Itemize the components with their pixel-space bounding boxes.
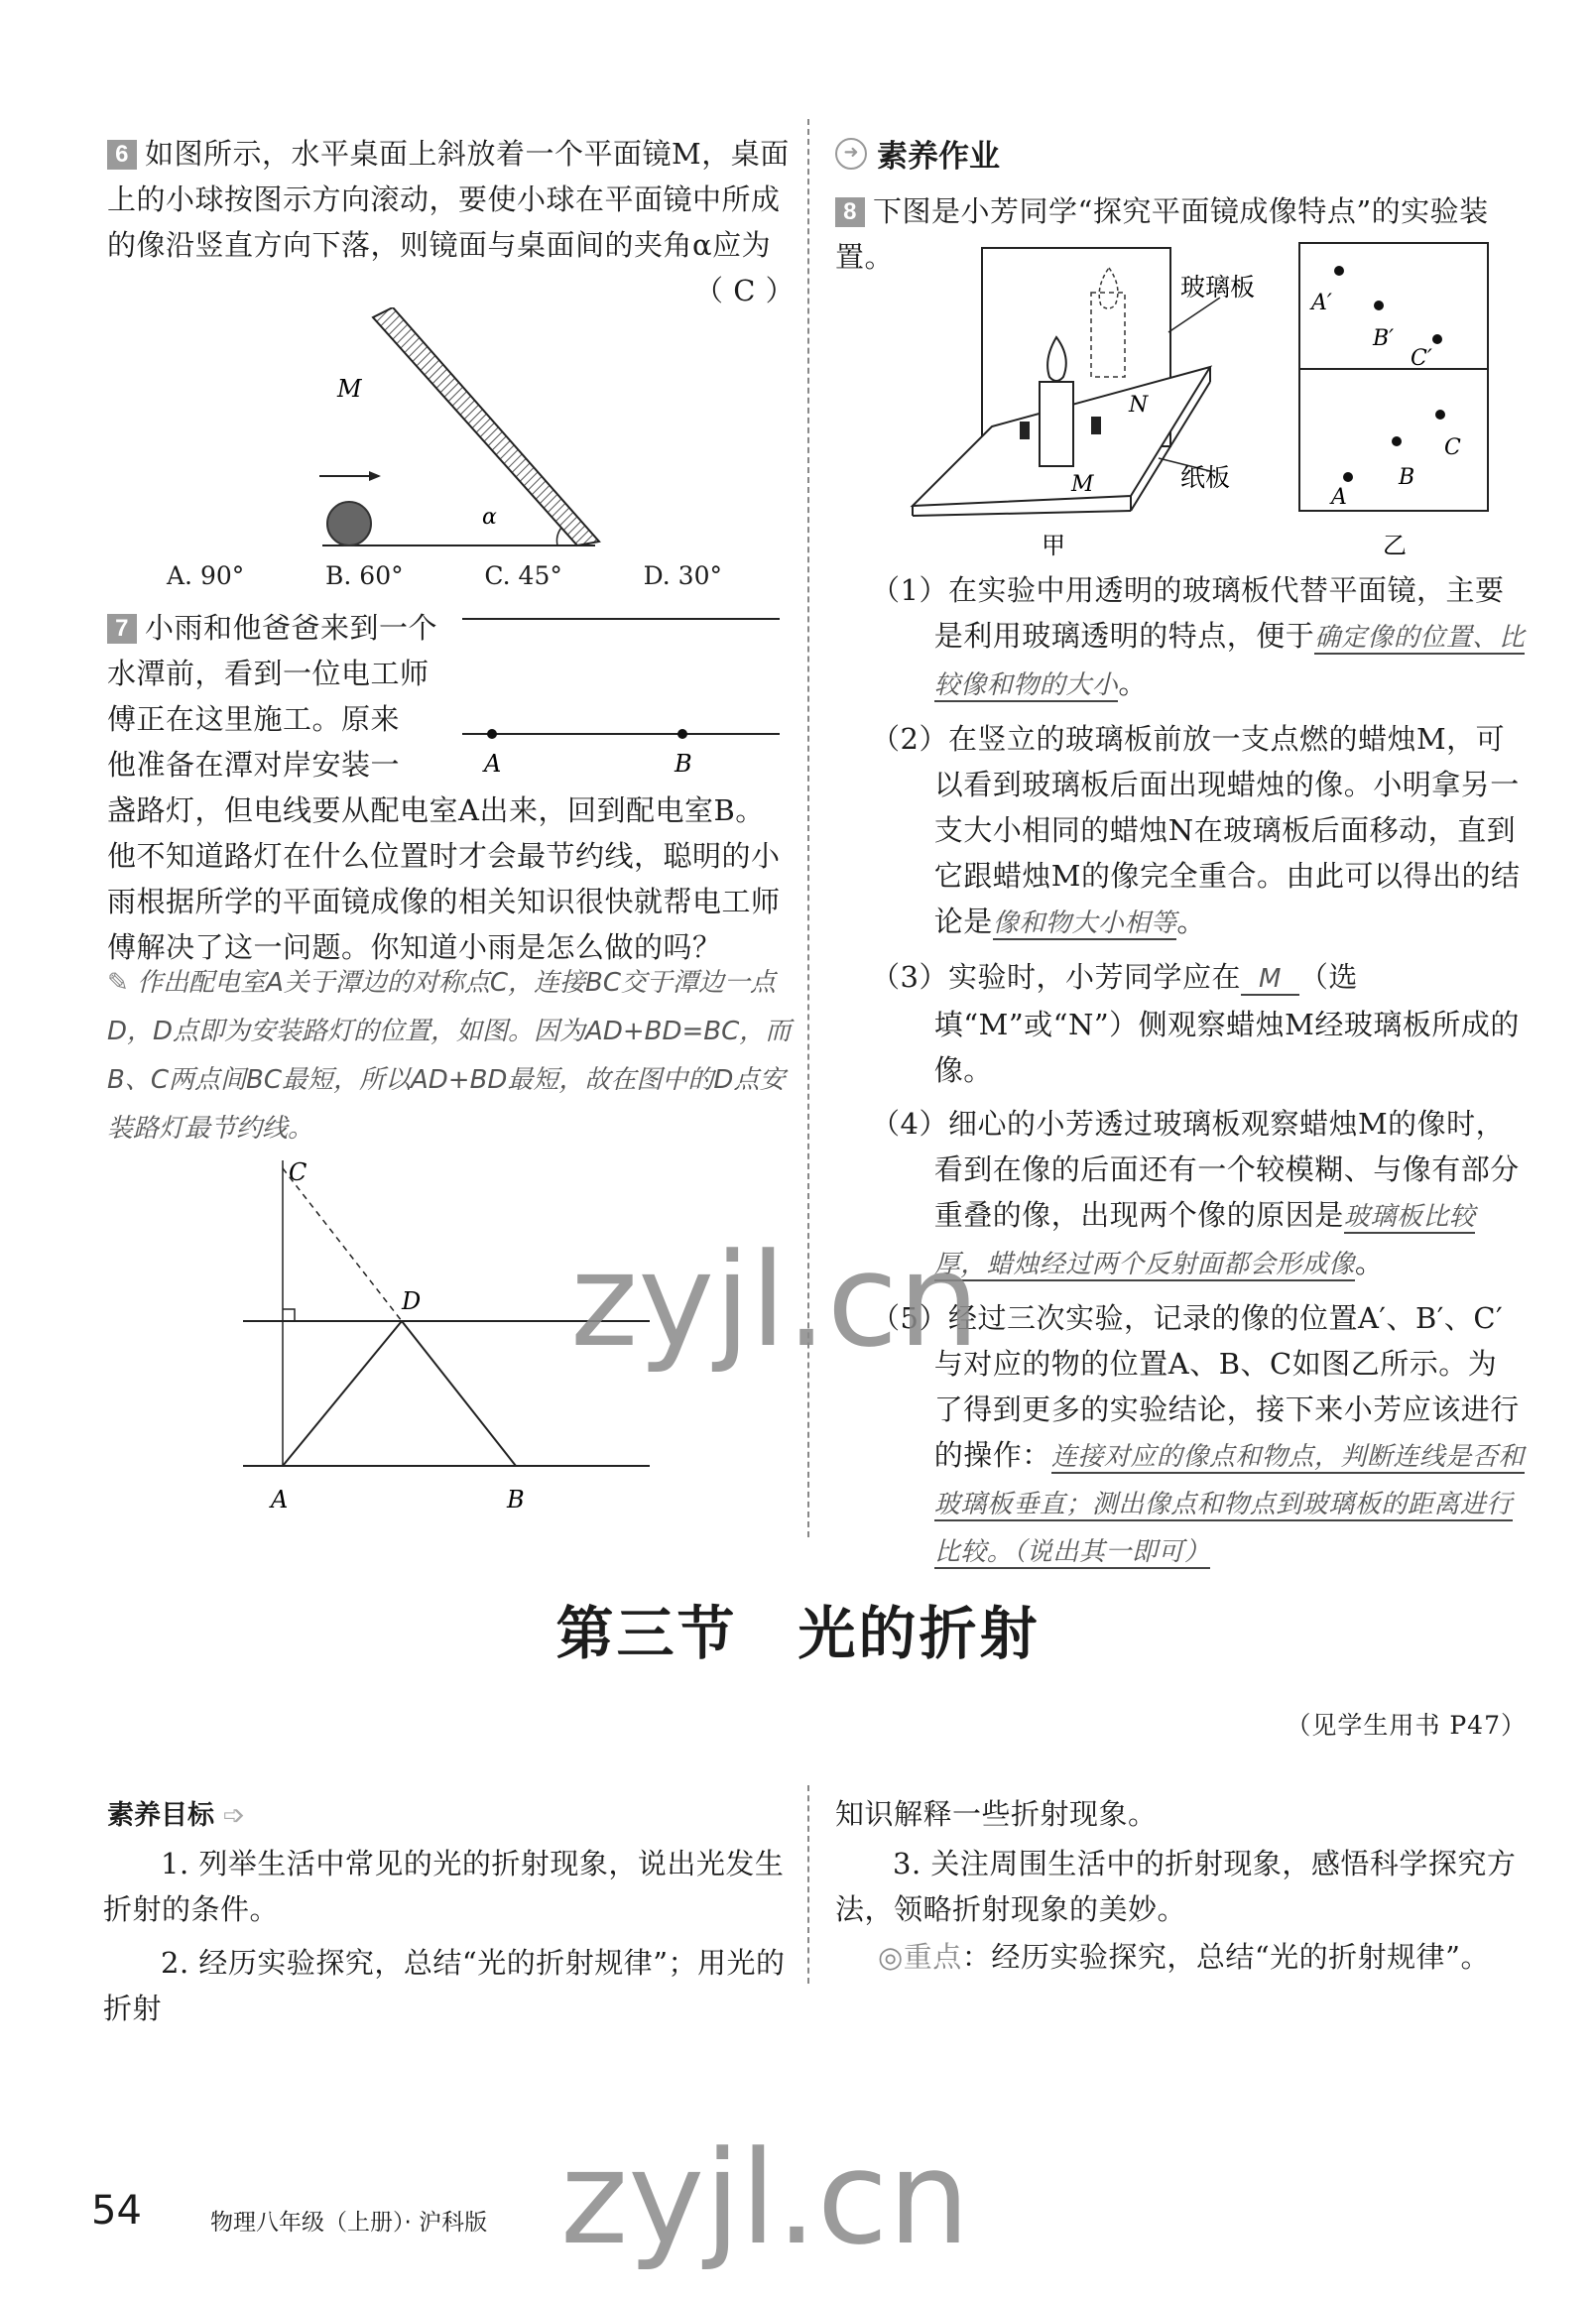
question-number-badge: 6	[107, 140, 137, 170]
svg-text:玻璃板: 玻璃板	[1180, 273, 1256, 302]
question-6-text: 如图所示，水平桌面上斜放着一个平面镜M，桌面上的小球按图示方向滚动，要使小球在平面镜中所成的像沿竖直方向下落，则镜面与桌面间的夹角α应为	[107, 137, 790, 262]
part-5: （5）经过三次实验，记录的像的位置A′、B′、C′与对应的物的位置A、B、C如图乙所示。为了得到更多的实验结论，接下来小芳应该进行的操作：连接对应的像点和物点，判断连线是否和玻璃板垂直；测出像点和物点到玻璃板的距离进行比较。（说出其一即可）	[871, 1301, 1525, 1567]
watermark-bottom: zyjl.cn	[560, 2122, 970, 2273]
point-a	[487, 729, 497, 739]
svg-text:C′: C′	[1411, 346, 1432, 371]
part-4: （4）细心的小芳透过玻璃板观察蜡烛M的像时，看到在像的后面还有一个较模糊、与像有部分重叠的像，出现两个像的原因是玻璃板比较厚，蜡烛经过两个反射面都会形成像。	[871, 1107, 1520, 1279]
ball	[327, 502, 371, 545]
option-a: A. 90°	[167, 561, 245, 590]
column-divider-bottom	[807, 1785, 809, 1984]
section-heading: ➜ 素养作业	[835, 131, 1000, 176]
experiment-figure	[893, 238, 1508, 565]
label-alpha: α	[482, 505, 497, 530]
svg-text:B: B	[1399, 465, 1415, 490]
goal-2-cont: 知识解释一些折射现象。	[835, 1797, 1158, 1831]
watermark: zyjl.cn	[570, 1225, 980, 1376]
svg-text:乙: 乙	[1383, 532, 1407, 559]
part-2: （2）在竖立的玻璃板前放一支点燃的蜡烛M，可以看到玻璃板后面出现蜡烛的像。小明拿另一支大小相同的蜡烛N在玻璃板后面移动，直到它跟蜡烛M的像完全重合。由此可以得出的结论是像和物大小相等。	[871, 722, 1521, 938]
goal-2: 2. 经历实验探究，总结“光的折射规律”；用光的折射	[103, 1946, 786, 2025]
label-m: M	[337, 375, 362, 403]
question-number-badge: 8	[835, 197, 865, 227]
question-7-answer: ✎ 作出配电室A关于潭边的对称点C，连接BC交于潭边一点D，D点即为安装路灯的位置，如图。因为AD+BD=BC，而B、C两点间BC最短，所以AD+BD最短，故在图中的D点安装路灯最节约线。	[107, 968, 792, 1144]
svg-text:M: M	[1071, 472, 1094, 497]
svg-text:A: A	[1331, 485, 1347, 510]
option-c: C. 45°	[484, 561, 562, 590]
question-number-badge: 7	[107, 614, 137, 644]
key-point: ◎重点：经历实验探究，总结“光的折射规律”。	[878, 1940, 1490, 1974]
chapter-title: 第三节 光的折射	[555, 1600, 1041, 1667]
svg-text:C: C	[1444, 435, 1461, 460]
arrow-icon: ➩	[214, 1800, 246, 1831]
svg-text:A: A	[271, 1486, 289, 1513]
svg-text:A: A	[484, 750, 502, 778]
svg-text:C: C	[289, 1158, 307, 1186]
svg-text:甲: 甲	[1042, 532, 1065, 559]
record-paper	[1299, 243, 1488, 511]
pool-diagram	[462, 605, 790, 784]
goal-1: 1. 列举生活中常见的光的折射现象，说出光发生折射的条件。	[103, 1847, 785, 1926]
question-6	[107, 131, 792, 268]
svg-text:B′: B′	[1373, 326, 1395, 351]
question-7-head: 7 小雨和他爸爸来到一个 水潭前，看到一位电工师 傅正在这里施工。原来 他准备在潭对岸安装一	[107, 611, 438, 782]
svg-text:纸板: 纸板	[1180, 463, 1231, 492]
q6-options	[167, 561, 722, 590]
option-d: D. 30°	[643, 561, 722, 590]
goal-3: 3. 关注周围生活中的折射现象，感悟科学探究方法，领略折射现象的美妙。	[835, 1847, 1517, 1926]
svg-text:B: B	[675, 750, 692, 778]
candle-m	[1040, 382, 1073, 466]
goals-heading: 素养目标 ➩	[107, 1800, 246, 1831]
question-7-text: 盏路灯，但电线要从配电室A出来，回到配电室B。他不知道路灯在什么位置时才会最节约线，聪明的小雨根据所学的平面镜成像的相关知识很快就帮电工师傅解决了这一问题。你知道小雨是怎么做的吗？	[107, 793, 781, 964]
page-number: 54	[91, 2188, 142, 2234]
svg-text:N: N	[1129, 393, 1149, 418]
question-8-intro: 8 下图是小芳同学“探究平面镜成像特点”的实验装置。	[835, 194, 1489, 274]
part-1: （1）在实验中用透明的玻璃板代替平面镜，主要是利用玻璃透明的特点，便于确定像的位置、比较像和物的大小。	[871, 573, 1526, 700]
answer-icon: ✎	[107, 968, 138, 998]
svg-text:A′: A′	[1311, 291, 1332, 315]
book-title: 物理八年级（上册）· 沪科版	[210, 2210, 488, 2236]
svg-text:B: B	[507, 1486, 525, 1513]
svg-text:D: D	[402, 1287, 422, 1315]
answer-bracket: （ C ）	[694, 274, 796, 307]
chapter-reference: （见学生用书 P47）	[1286, 1711, 1527, 1740]
point-b	[677, 729, 687, 739]
part-3: （3）实验时，小芳同学应在 M （选填“M”或“N”）侧观察蜡烛M经玻璃板所成的像。	[871, 960, 1520, 1087]
option-b: B. 60°	[325, 561, 404, 590]
question-8-parts	[871, 567, 1526, 1575]
mirror-diagram	[298, 307, 615, 565]
arrow-icon: ➜	[835, 138, 867, 170]
